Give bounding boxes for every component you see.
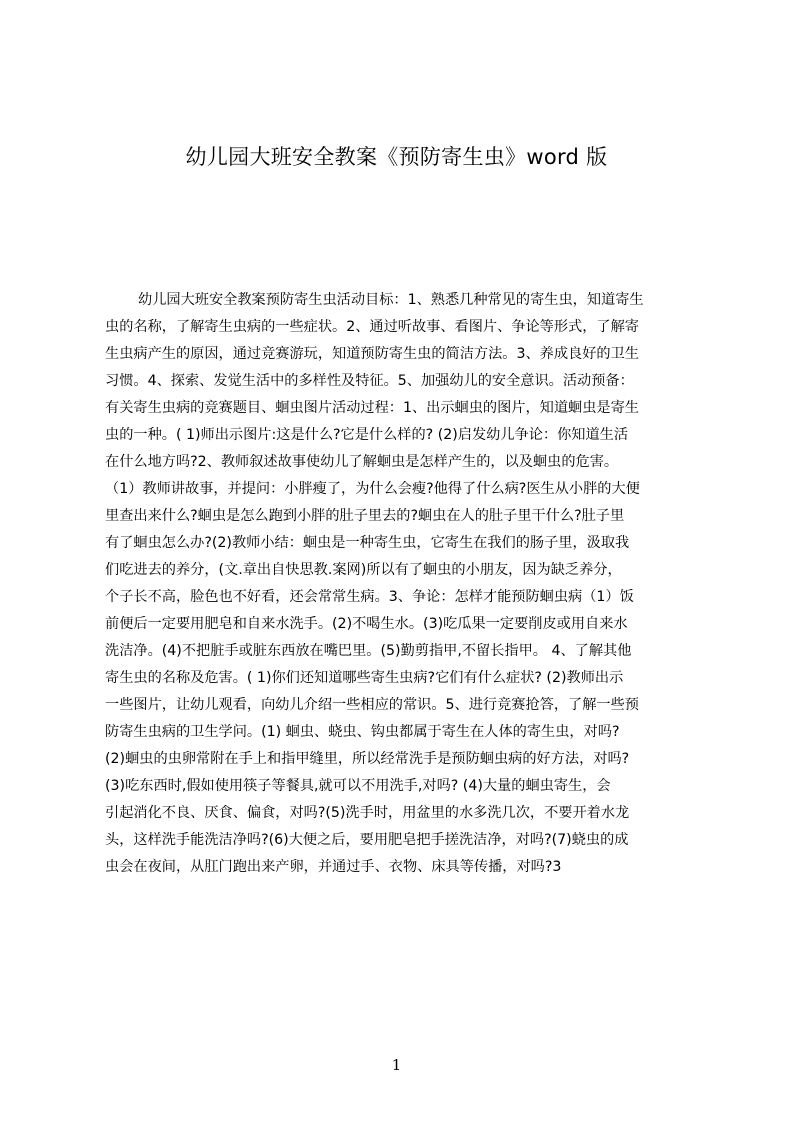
text-line: 个子长不高，脸色也不好看，还会常常生病。3、争论：怎样才能预防蛔虫病（1）饭 (105, 589, 634, 605)
text-line: 幼儿园大班安全教案预防寄生虫活动目标：1、熟悉几种常见的寄生虫，知道寄生 (138, 292, 644, 308)
text-line: 里查出来什么?蛔虫是怎么跑到小胖的肚子里去的?蛔虫在人的肚子里干什么?肚子里 (105, 508, 625, 524)
text-line: 在什么地方吗?2、教师叙述故事使幼儿了解蛔虫是怎样产生的，以及蛔虫的危害。 (105, 454, 619, 470)
text-line: 前便后一定要用肥皂和自来水洗手。(2)不喝生水。(3)吃瓜果一定要削皮或用自来水 (105, 616, 628, 632)
text-line: 习惯。4、探索、发觉生活中的多样性及特征。5、加强幼儿的安全意识。活动预备： (105, 373, 634, 389)
text-line: 虫会在夜间，从肛门跑出来产卵，并通过手、衣物、床具等传播，对吗?3 (105, 859, 562, 875)
text-line: 引起消化不良、厌食、偏食，对吗?(5)洗手时，用盆里的水多洗几次，不要开着水龙 (105, 805, 630, 821)
text-line: （1）教师讲故事，并提问：小胖瘦了，为什么会瘦?他得了什么病?医生从小胖的大便 (105, 481, 640, 497)
text-line: 寄生虫的名称及危害。( 1)你们还知道哪些寄生虫病?它们有什么症状? (2)教师出示 (105, 670, 624, 686)
text-line: 生虫病产生的原因，通过竞赛游玩，知道预防寄生虫的简洁方法。3、养成良好的卫生 (105, 346, 639, 362)
text-line: (3)吃东西时,假如使用筷子等餐具,就可以不用洗手,对吗? (4)大量的蛔虫寄生，会 (105, 778, 611, 794)
document-title: 幼儿园大班安全教案《预防寄生虫》word 版 (185, 145, 608, 169)
text-line: (2)蛔虫的虫卵常附在手上和指甲缝里，所以经常洗手是预防蛔虫病的好方法，对吗? (105, 751, 630, 767)
text-line: 们吃进去的养分，(文.章出自快思教.案网)所以有了蛔虫的小朋友，因为缺乏养分， (105, 562, 622, 578)
page-number: 1 (391, 1056, 402, 1074)
text-line: 防寄生虫病的卫生学问。(1) 蛔虫、蛲虫、钩虫都属于寄生在人体的寄生虫，对吗? (105, 724, 620, 740)
text-line: 有关寄生虫病的竞赛题目、蛔虫图片活动过程：1、出示蛔虫的图片，知道蛔虫是寄生 (105, 400, 639, 416)
text-line: 洗洁净。(4)不把脏手或脏东西放在嘴巴里。(5)勤剪指甲,不留长指甲。 4、了解其他 (105, 643, 632, 659)
text-line: 虫的名称，了解寄生虫病的一些症状。2、通过听故事、看图片、争论等形式，了解寄 (105, 319, 639, 335)
text-line: 一些图片，让幼儿观看，向幼儿介绍一些相应的常识。5、进行竞赛抢答，了解一些预 (105, 697, 639, 713)
text-line: 有了蛔虫怎么办?(2)教师小结：蛔虫是一种寄生虫，它寄生在我们的肠子里，汲取我 (105, 535, 630, 551)
body-text (105, 287, 698, 887)
text-line: 头，这样洗手能洗洁净吗?(6)大便之后，要用肥皂把手搓洗洁净，对吗?(7)蛲虫的成 (105, 832, 629, 848)
text-line: 虫的一种。( 1)师出示图片:这是什么?它是什么样的? (2)启发幼儿争论：你知道生活 (105, 427, 629, 443)
